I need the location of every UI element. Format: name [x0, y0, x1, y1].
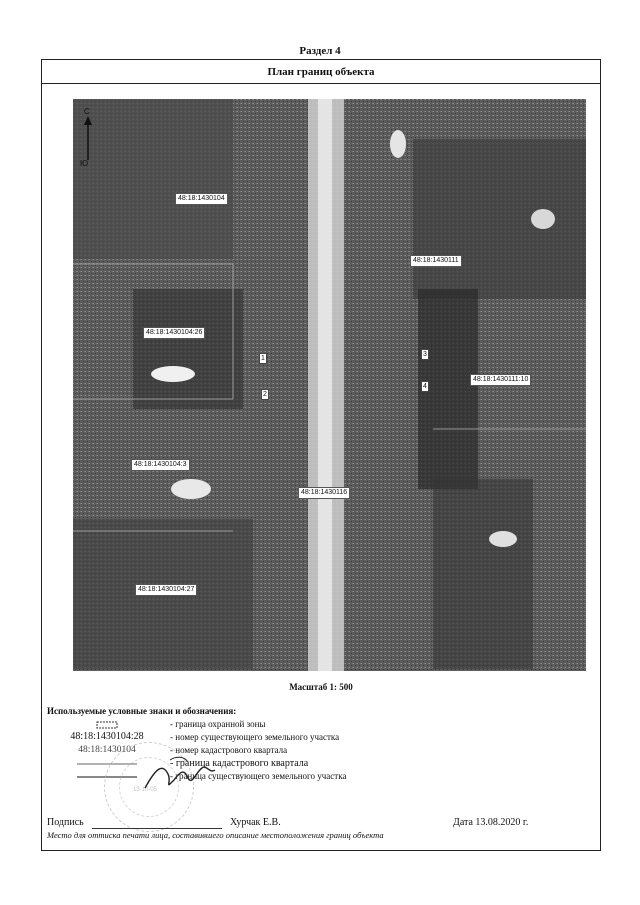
north-label: С [84, 107, 90, 116]
boundary-point-label: 3 [423, 351, 427, 358]
legend-item-quarter-boundary: - граница кадастрового квартала [42, 758, 600, 770]
plan-title: План границ объекта [42, 60, 600, 84]
cadastral-quarter-label: 48:18:1430111 [410, 255, 462, 267]
legend-item-protection-zone: - граница охранной зоны [42, 719, 600, 731]
legend-title: Используемые условные знаки и обозначения: [47, 706, 237, 716]
protection-zone-symbol [62, 719, 152, 729]
cadastral-quarter-label: 48:18:1430116 [298, 487, 350, 499]
legend-item-parcel-boundary: - граница существующего земельного участка [42, 771, 600, 783]
legend-item-quarter-number: 48:18:1430104 - номер кадастрового квартала [78, 745, 288, 755]
boundary-point-label: 4 [423, 383, 427, 390]
section-title: Раздел 4 [299, 45, 341, 57]
map-scale: Масштаб 1: 500 [289, 682, 353, 692]
north-arrow [82, 107, 102, 167]
parcel-label: 48:18:1430104:27 [135, 584, 197, 596]
boundary-point-label: 1 [261, 355, 265, 362]
north-arrow-icon [83, 116, 93, 160]
parcel-label: 48:18:1430104:3 [131, 459, 190, 471]
south-label: Ю [80, 159, 89, 168]
signature-label: Подпись [47, 817, 84, 828]
satellite-map [73, 99, 586, 671]
parcel-label: 48:18:1430111:10 [470, 374, 531, 386]
stamp-place-note: Место для оттиска печати лица, составившего описание местоположения границ объекта [47, 830, 384, 840]
parcel-label: 48:18:1430104:26 [143, 327, 205, 339]
document-frame [41, 59, 601, 851]
legend-item-parcel-number: 48:18:1430104:28 - номер существующего земельного участка [70, 731, 340, 742]
cadastral-quarter-label: 48:18:1430104 [175, 193, 228, 205]
boundary-point-label: 2 [263, 391, 267, 398]
handwritten-signature [140, 750, 220, 800]
stamp-seal: 13-10-05 [104, 742, 194, 832]
dashed-box-icon [96, 721, 118, 729]
signer-name: Хурчак Е.В. [230, 817, 281, 828]
signature-line [92, 828, 222, 829]
signature-date: Дата 13.08.2020 г. [453, 817, 529, 828]
